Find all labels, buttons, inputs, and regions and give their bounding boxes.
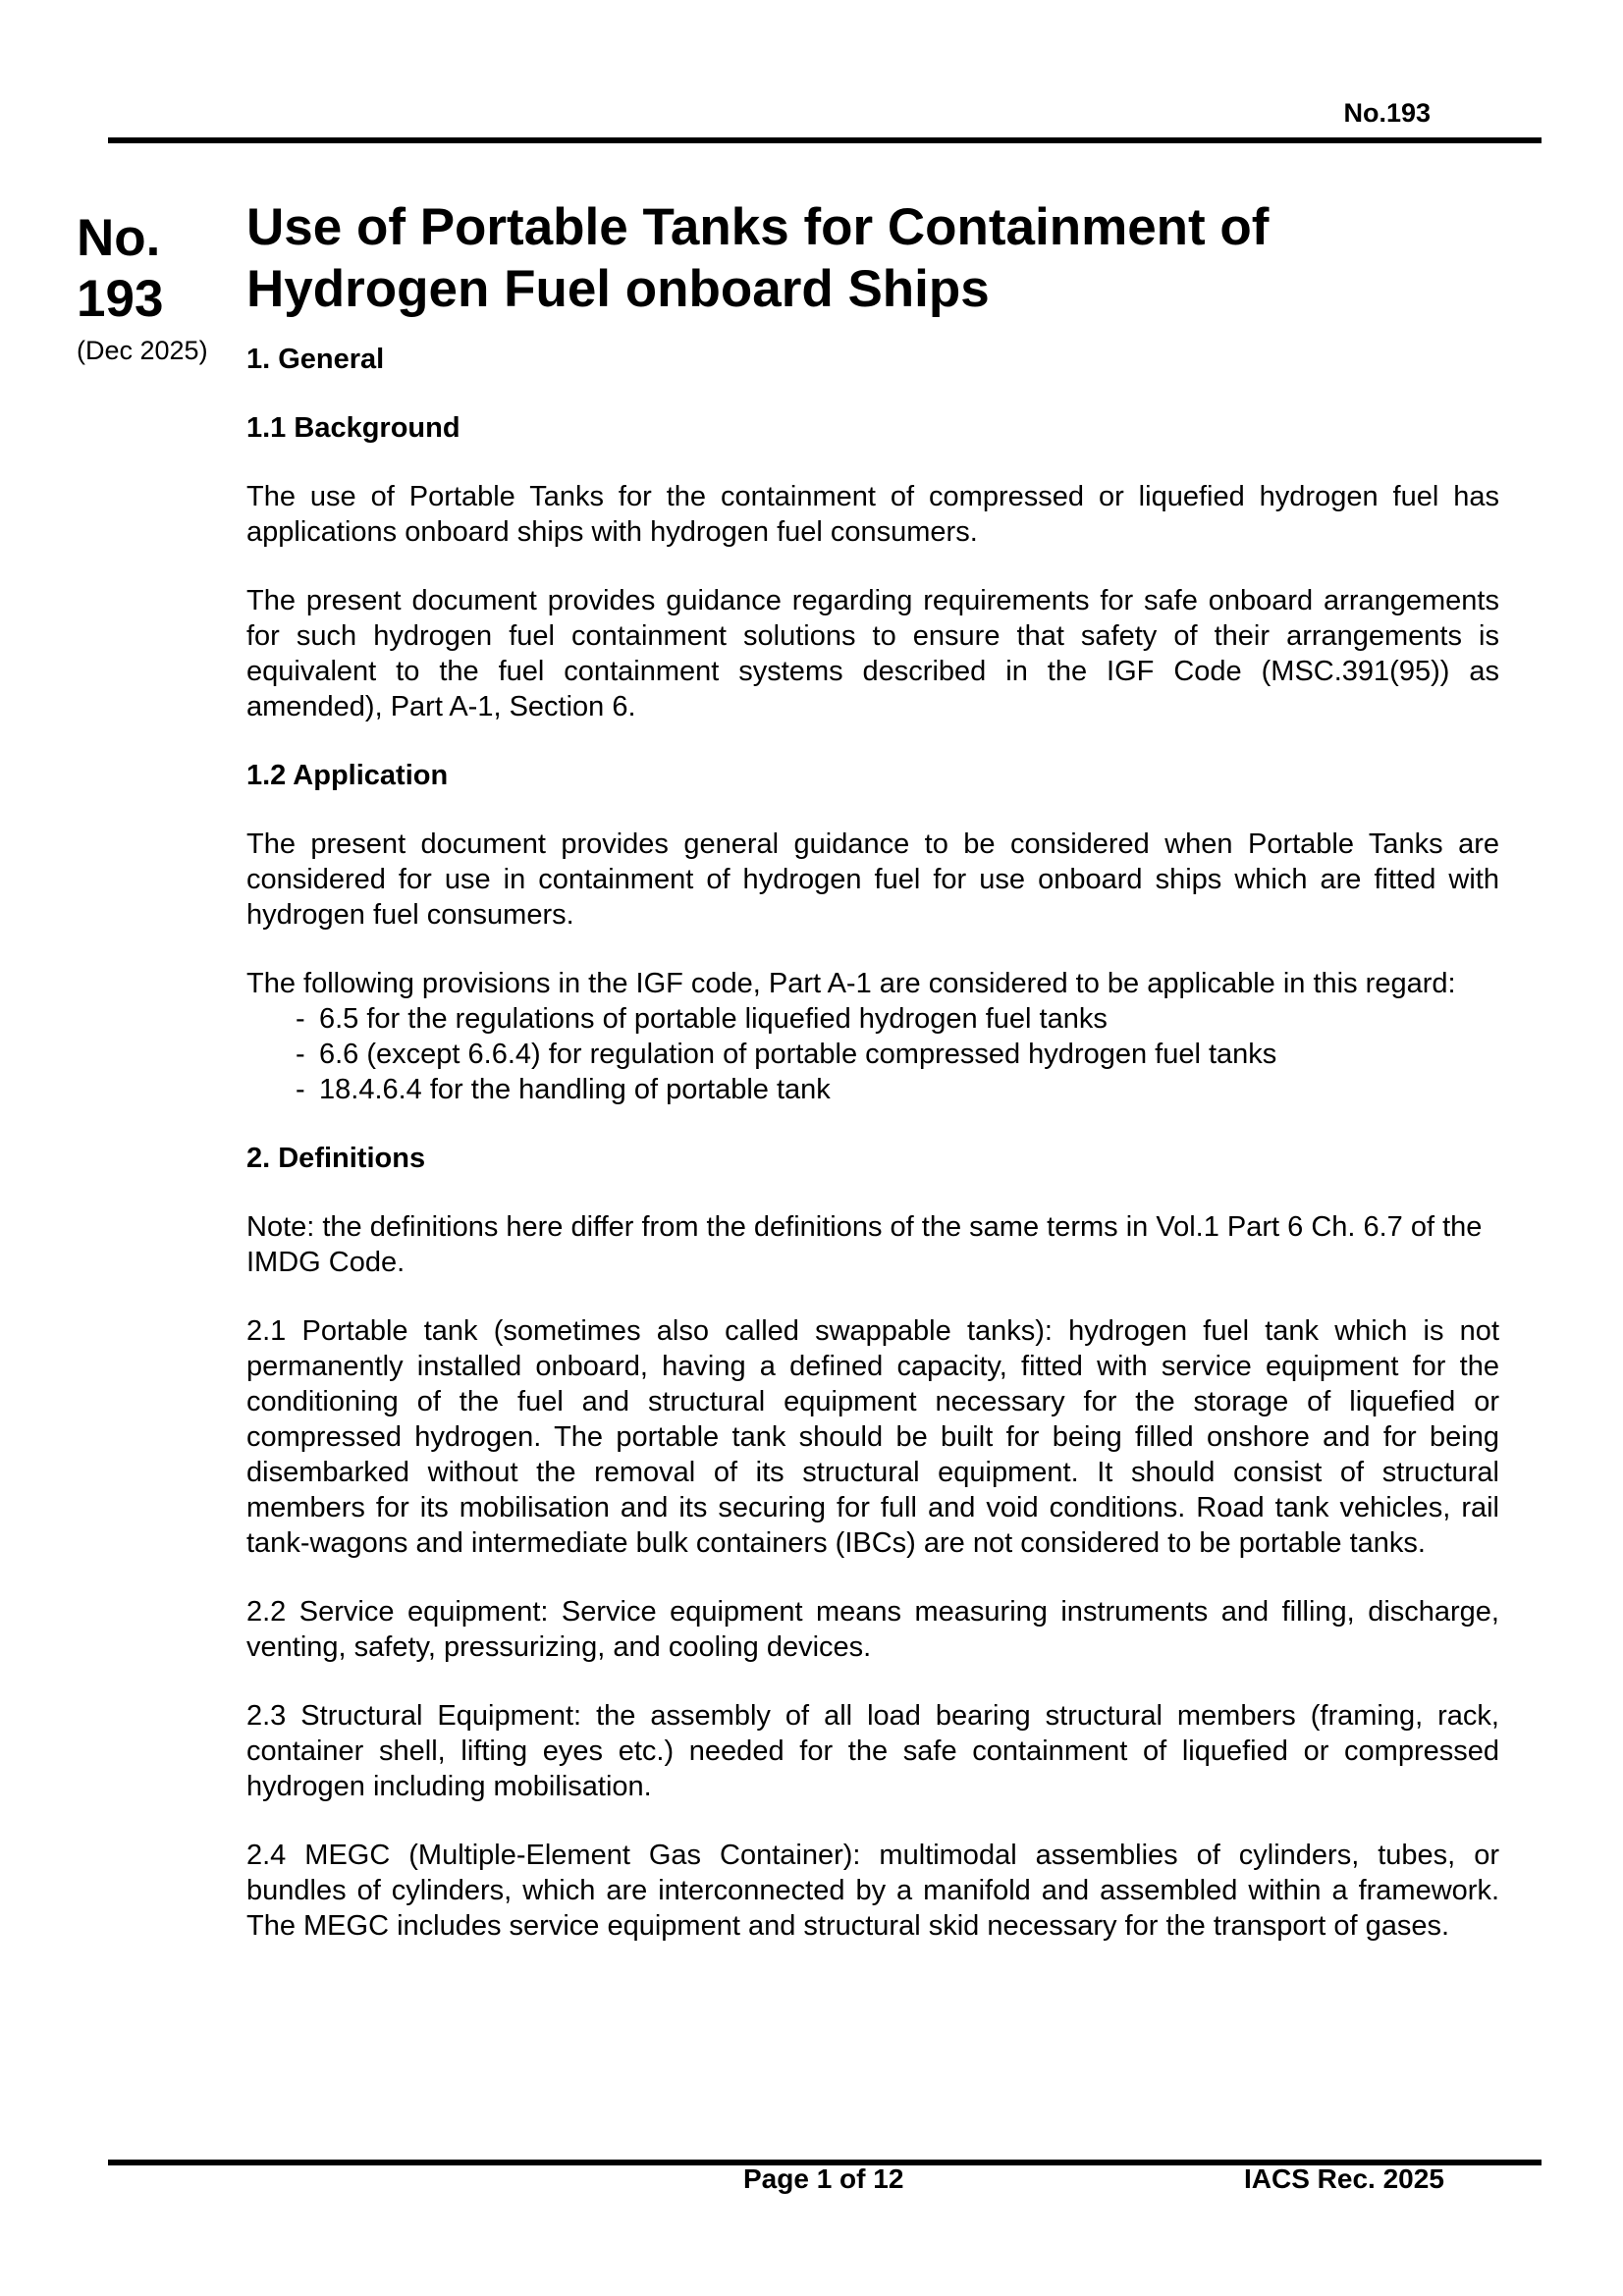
section-1-2-heading: 1.2 Application <box>246 760 449 791</box>
header-document-number: No.193 <box>1343 98 1431 128</box>
section-1-1-paragraph-1: The use of Portable Tanks for the containment of compressed or liquefied hydrogen fuel has applications onboard ships with hydrogen fuel consumers. <box>246 481 1499 548</box>
section-1-2-paragraph-2: The following provisions in the IGF code, Part A-1 are considered to be applicable in this regard: <box>246 968 1456 999</box>
section-1-1-heading: 1.1 Background <box>246 412 460 444</box>
sidebar-number: 193 <box>77 270 164 328</box>
definition-2-3: 2.3 Structural Equipment: the assembly of all load bearing structural members (framing, rack, container shell, lifting eyes etc.) needed for the safe containment of liquefied or compressed hydrogen including mobilisation. <box>246 1700 1499 1802</box>
list-item: - 18.4.6.4 for the handling of portable tank <box>296 1074 831 1105</box>
definition-2-4: 2.4 MEGC (Multiple-Element Gas Container): multimodal assemblies of cylinders, tubes, or bundles of cylinders, which are interconnected by a manifold and assembled within a framework. The MEGC includes service equipment and structural skid necessary for the transport of gases. <box>246 1840 1499 1942</box>
section-1-1-paragraph-2: The present document provides guidance regarding requirements for safe onboard arrangements for such hydrogen fuel containment solutions to ensure that safety of their arrangements is equivalent to the fuel containment systems described in the IGF Code (MSC.391(95)) as amended), Part A-1, Section 6. <box>246 585 1499 722</box>
section-1-2-paragraph-1: The present document provides general guidance to be considered when Portable Tanks are considered for use in containment of hydrogen fuel for use onboard ships which are fitted with hydrogen fuel consumers. <box>246 828 1499 931</box>
list-item: - 6.6 (except 6.6.4) for regulation of portable compressed hydrogen fuel tanks <box>296 1039 1277 1070</box>
title-line-2: Hydrogen Fuel onboard Ships <box>246 260 990 318</box>
section-1-heading: 1. General <box>246 344 385 375</box>
list-item: - 6.5 for the regulations of portable liquefied hydrogen fuel tanks <box>296 1003 1108 1035</box>
section-2-heading: 2. Definitions <box>246 1143 426 1174</box>
document-body <box>246 196 1499 1977</box>
section-2-note: Note: the definitions here differ from the definitions of the same terms in Vol.1 Part 6 Ch. 6.7 of the IMDG Code. <box>246 1211 1483 1278</box>
document-title <box>246 196 1499 320</box>
sidebar-label <box>77 208 234 366</box>
definition-2-2: 2.2 Service equipment: Service equipment means measuring instruments and filling, discharge, venting, safety, pressurizing, and cooling devices. <box>246 1596 1499 1663</box>
footer-page-number: Page 1 of 12 <box>743 2163 904 2194</box>
sidebar-no: No. <box>77 209 161 267</box>
provisions-list <box>246 1001 1499 1107</box>
header-rule <box>108 137 1542 143</box>
definition-2-1: 2.1 Portable tank (sometimes also called swappable tanks): hydrogen fuel tank which is not permanently installed onboard, having a defined capacity, fitted with service equipment for the conditioning of the fuel and structural equipment necessary for the storage of liquefied or compressed hydrogen. The portable tank should be built for being filled onshore and for being disembarked without the removal of its structural equipment. It should consist of structural members for its mobilisation and its securing for full and void conditions. Road tank vehicles, rail tank-wagons and intermediate bulk containers (IBCs) are not considered to be portable tanks. <box>246 1315 1499 1559</box>
title-line-1: Use of Portable Tanks for Containment of <box>246 198 1270 256</box>
footer-recommendation: IACS Rec. 2025 <box>1244 2163 1444 2194</box>
sidebar-date: (Dec 2025) <box>77 336 208 365</box>
